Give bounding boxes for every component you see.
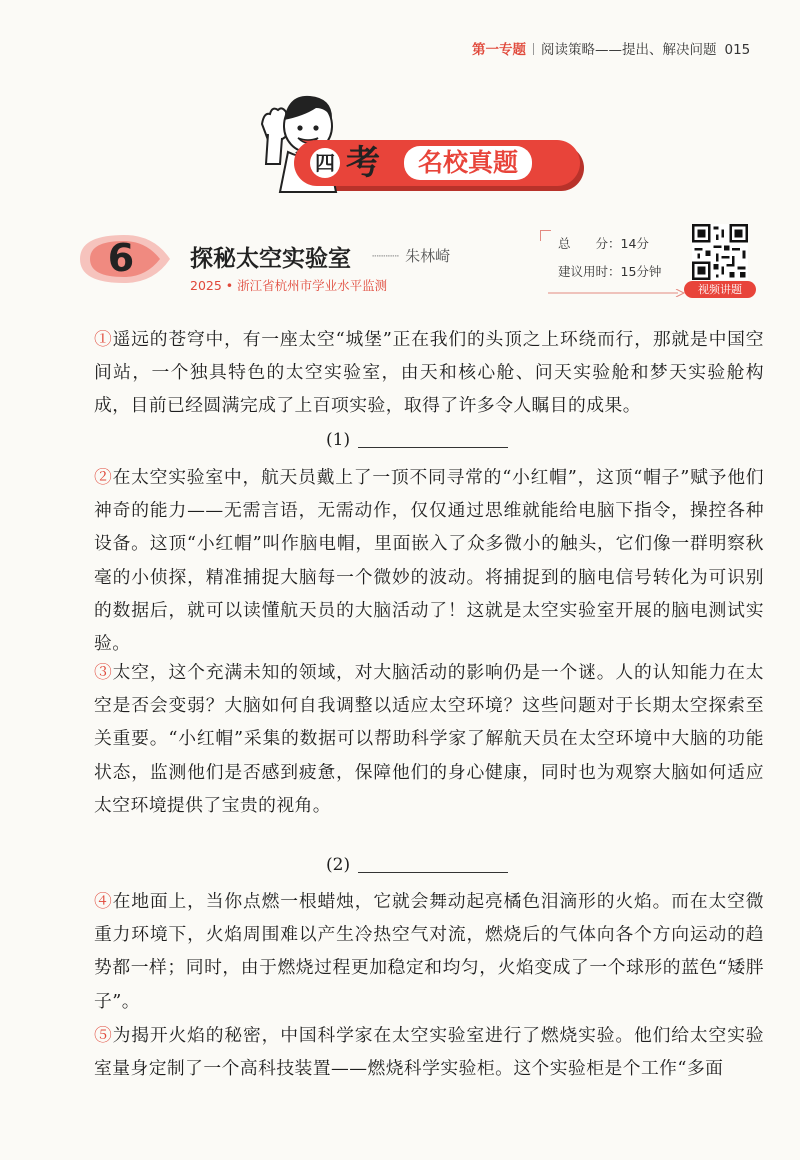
section-banner <box>294 136 584 192</box>
blank-number: (1) <box>326 430 351 450</box>
banner-title: 名校真题 <box>404 146 532 180</box>
article-title: 探秘太空实验室 <box>190 246 351 272</box>
paragraph-text: 在地面上，当你点燃一根蜡烛，它就会舞动起亮橘色泪滴形的火焰。而在太空微重力环境下，火焰周围难以产生冷热空气对流，燃烧后的气体向各个方向运动的趋势都一样；同时，由于燃烧过程更加稳定和均匀，火焰变成了一个球形的蓝色“矮胖子”。 <box>94 891 764 1012</box>
blank-rule <box>358 446 508 448</box>
paragraph-number: ② <box>94 467 113 488</box>
article-number: 6 <box>107 236 135 280</box>
paragraph-text: 太空，这个充满未知的领域，对大脑活动的影响仍是一个谜。人的认知能力在太空是否会变弱？大脑如何自我调整以适应太空环境？这些问题对于长期太空探索至关重要。“小红帽”采集的数据可以帮助科学家了解航天员在太空环境中大脑的功能状态，监测他们是否感到疲惫，保障他们的身心健康，同时也为观察大脑如何适应太空环境提供了宝贵的视角。 <box>94 662 764 816</box>
paragraph-text: 遥远的苍穹中，有一座太空“城堡”正在我们的头顶之上环绕而行，那就是中国空间站，一个独具特色的太空实验室，由天和核心舱、问天实验舱和梦天实验舱构成，目前已经圆满完成了上百项实验，取得了许多令人瞩目的成果。 <box>94 329 764 417</box>
paragraph-4 <box>94 885 764 1018</box>
paragraph-3 <box>94 656 764 822</box>
paragraph-5 <box>94 1019 764 1085</box>
box-corner <box>540 230 551 241</box>
banner-number-badge: 四 <box>310 148 340 178</box>
chapter-title: 阅读策略——提出、解决问题 <box>541 42 717 58</box>
banner-kao-char: 考 <box>346 143 380 183</box>
answer-blank-2[interactable] <box>326 855 508 875</box>
article-author <box>372 245 450 266</box>
paragraph-text: 在太空实验室中，航天员戴上了一顶不同寻常的“小红帽”，这顶“帽子”赋予他们神奇的能力——无需言语，无需动作，仅仅通过思维就能给电脑下指令，操控各种设备。这顶“小红帽”叫作脑电帽，里面嵌入了众多微小的触头，它们像一群明察秋毫的小侦探，精准捕捉大脑每一个微妙的波动。将捕捉到的脑电信号转化为可识别的数据后，就可以读懂航天员的大脑活动了！这就是太空实验室开展的脑电测试实验。 <box>94 467 765 655</box>
blank-rule <box>358 871 508 873</box>
paragraph-number: ⑤ <box>94 1025 113 1046</box>
article-source: 2025 • 浙江省杭州市学业水平监测 <box>190 278 388 293</box>
blank-number: (2) <box>326 855 351 875</box>
paragraph-number: ④ <box>94 891 113 912</box>
author-leader-dots: ┈┈┈ <box>372 247 400 265</box>
video-explain-label[interactable]: 视频讲题 <box>684 281 756 298</box>
paragraph-number: ③ <box>94 662 113 683</box>
running-header <box>472 38 750 58</box>
answer-blank-1[interactable] <box>326 430 508 450</box>
score-time-box <box>540 228 675 288</box>
section-label: 第一专题 <box>472 42 526 58</box>
header-divider <box>533 43 534 55</box>
paragraph-number: ① <box>94 329 113 350</box>
paragraph-2 <box>94 461 764 660</box>
author-name: 朱林崎 <box>405 247 451 265</box>
arrow-decoration <box>548 289 686 297</box>
paragraph-text: 为揭开火焰的秘密，中国科学家在太空实验室进行了燃烧实验。他们给太空实验室量身定制了一个高科技装置——燃烧科学实验柜。这个实验柜是个工作“多面 <box>94 1025 764 1080</box>
total-score: 总 分：14分 <box>558 236 649 251</box>
suggested-time: 建议用时：15分钟 <box>558 264 662 279</box>
qr-code[interactable] <box>692 224 748 280</box>
page-number: 015 <box>724 42 751 58</box>
paragraph-1 <box>94 323 764 423</box>
